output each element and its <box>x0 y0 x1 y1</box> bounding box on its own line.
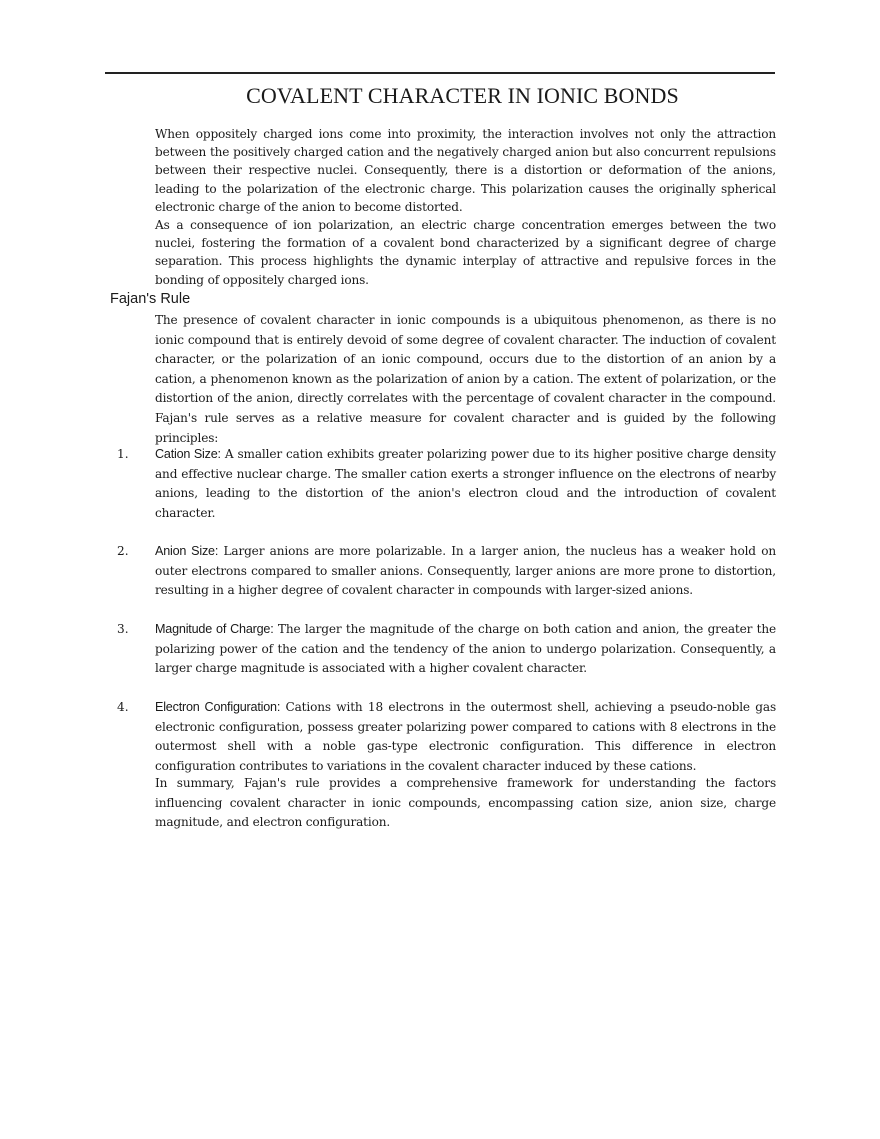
intro-section <box>155 125 776 289</box>
list-number: 1. <box>117 447 129 461</box>
principle-text: Cations with 18 electrons in the outermost shell, achieving a pseudo-noble gas electronic configuration, possess greater polarizing power compared to cations with 8 electrons in the outermost shell with a noble gas-type electronic configuration. This difference in electron configuration contributes to variations in the covalent character induced by these cations. <box>155 700 776 773</box>
principle-text: The larger the magnitude of the charge on both cation and anion, the greater the polarizing power of the cation and the tendency of the anion to undergo polarization. Consequently, a larger charge magnitude is associated with a higher covalent character. <box>155 622 776 676</box>
list-item-body <box>155 445 776 523</box>
principle-term: Anion Size: <box>155 544 219 558</box>
principle-term: Electron Configuration: <box>155 700 281 714</box>
intro-paragraph: As a consequence of ion polarization, an electric charge concentration emerges between the two nuclei, fostering the formation of a covalent bond characterized by a significant degree of charge separation. This process highlights the dynamic interplay of attractive and repulsive forces in the bonding of oppositely charged ions. <box>155 218 776 287</box>
principle-term: Magnitude of Charge: <box>155 622 274 636</box>
list-item-body <box>155 620 776 679</box>
section-heading: Fajan's Rule <box>110 291 191 307</box>
page-title: COVALENT CHARACTER IN IONIC BONDS <box>246 83 679 108</box>
list-number: 3. <box>117 622 129 636</box>
principle-text: Larger anions are more polarizable. In a larger anion, the nucleus has a weaker hold on outer electrons compared to smaller anions. Consequently, larger anions are more prone to distortion, resulting in a higher degree of covalent character in compounds with larger-sized anions. <box>155 544 776 598</box>
top-rule-divider <box>105 72 775 74</box>
list-number: 4. <box>117 700 129 714</box>
summary-paragraph: In summary, Fajan's rule provides a comprehensive framework for understanding the factors influencing covalent character in ionic compounds, encompassing cation size, anion size, charge magnitude, and electron configuration. <box>155 776 776 830</box>
list-number: 2. <box>117 544 129 558</box>
principle-term: Cation Size: <box>155 447 221 461</box>
list-item-body <box>155 542 776 601</box>
list-item-body <box>155 698 776 776</box>
intro-paragraph: When oppositely charged ions come into proximity, the interaction involves not only the attraction between the positively charged cation and the negatively charged anion but also concurrent repulsions between their respective nuclei. Consequently, there is a distortion or deformation of the anions, leading to the polarization of the electronic charge. This polarization causes the originally spherical electronic charge of the anion to become distorted. <box>155 127 776 214</box>
fajan-intro-paragraph: The presence of covalent character in ionic compounds is a ubiquitous phenomenon, as there is no ionic compound that is entirely devoid of some degree of covalent character. The induction of covalent character, or the polarization of an ionic compound, occurs due to the distortion of an anion by a cation, a phenomenon known as the polarization of anion by a cation. The extent of polarization, or the distortion of the anion, directly correlates with the percentage of covalent character in the compound. Fajan's rule serves as a relative measure for covalent character and is guided by the following principles: <box>155 313 776 445</box>
principle-text: A smaller cation exhibits greater polarizing power due to its higher positive charge density and effective nuclear charge. The smaller cation exerts a stronger influence on the electrons of nearby anions, leading to the distortion of the anion's electron cloud and the introduction of covalent character. <box>155 447 776 520</box>
